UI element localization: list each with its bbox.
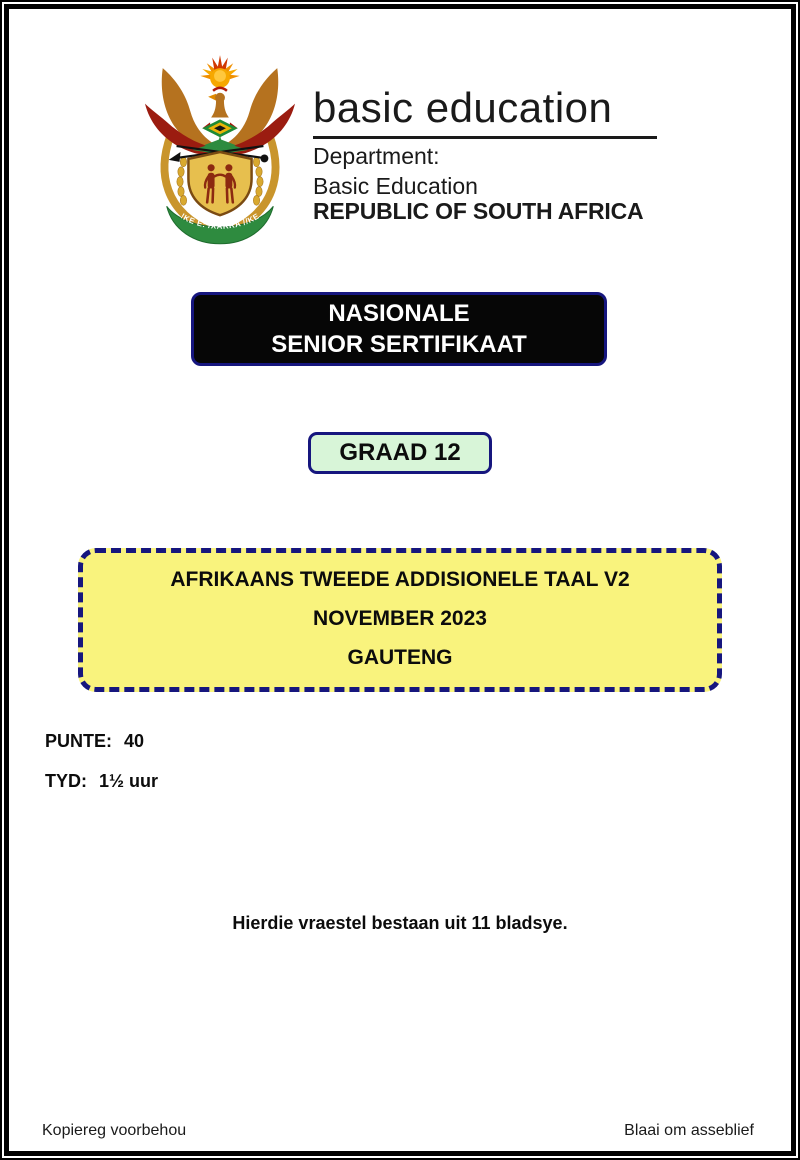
pages-note: Hierdie vraestel bestaan uit 11 bladsye.	[232, 913, 568, 933]
exam-subject-box	[78, 548, 722, 692]
exam-province: GAUTENG	[347, 646, 453, 669]
sun-icon	[200, 55, 240, 88]
certificate-banner	[191, 292, 607, 366]
brand-underline	[313, 136, 657, 139]
certificate-banner-line2: SENIOR SERTIFIKAAT	[271, 331, 527, 358]
page-footer	[42, 1122, 754, 1140]
bird-head-icon	[208, 88, 229, 118]
grade-badge-label: GRAAD 12	[339, 439, 461, 466]
marks-line	[45, 731, 144, 752]
country-name: REPUBLIC OF SOUTH AFRICA	[313, 198, 644, 225]
marks-value: 40	[124, 731, 145, 751]
department-label: Department:	[313, 143, 440, 170]
exam-session: NOVEMBER 2023	[313, 607, 487, 630]
shield-icon	[188, 152, 251, 215]
marks-label: PUNTE:	[45, 731, 112, 751]
grade-badge	[308, 432, 492, 474]
department-name: Basic Education	[313, 173, 478, 200]
certificate-banner-line1: NASIONALE	[328, 300, 470, 327]
time-label: TYD:	[45, 771, 87, 791]
turn-over-note: Blaai om asseblief	[624, 1122, 754, 1139]
diamond-motif-icon	[202, 119, 238, 137]
brand-title: basic education	[313, 84, 613, 131]
time-line	[45, 771, 158, 792]
coat-of-arms-motto: !KE E: /XARRA //KE	[179, 211, 261, 231]
time-value: 1½ uur	[99, 771, 159, 791]
exam-subject: AFRIKAANS TWEEDE ADDISIONELE TAAL V2	[170, 568, 630, 591]
department-header	[313, 86, 659, 224]
south-africa-coat-of-arms-icon	[143, 54, 297, 250]
copyright-note: Kopiereg voorbehou	[42, 1122, 187, 1139]
